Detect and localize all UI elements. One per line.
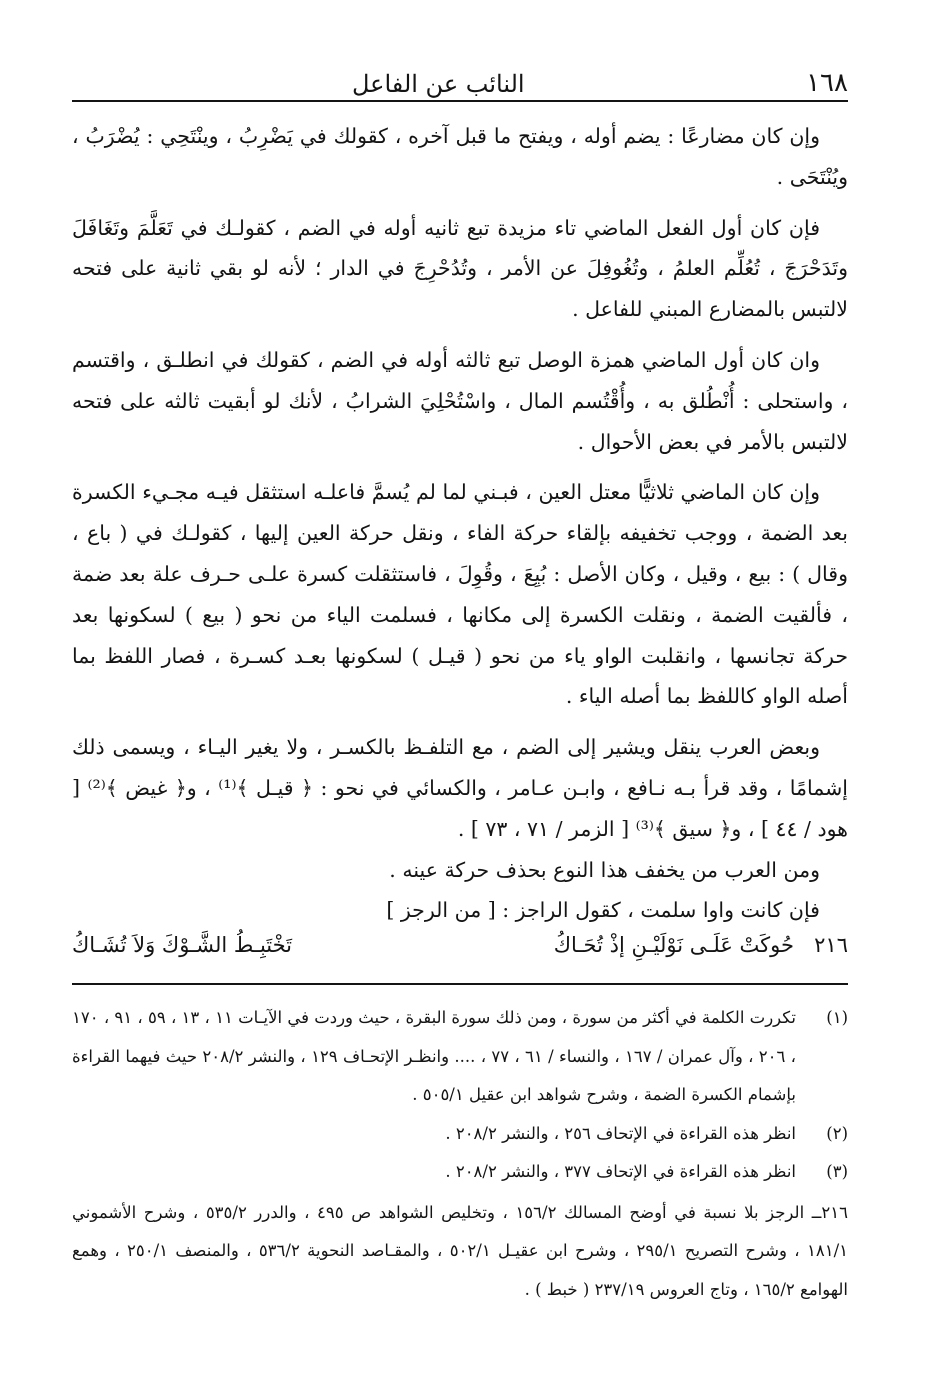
paragraph-6: ومن العرب من يخفف هذا النوع بحذف حركة عينه . [389,857,820,882]
footnote-number: (٣) [826,1162,848,1182]
verse-first-hemistich: حُوكَتْ عَلَـى نَوْلَيْـنِ إذْ تُحَـاكُ [553,933,794,958]
verse-number: ٢١٦ [814,933,848,958]
book-page [72,58,848,1309]
paragraph-1: وإن كان مضارعًا : يضم أوله ، ويفتح ما قبل آخره ، كقولك في يَضْرِبُ ، وينْتَحِي : يُضْرَبُ ، ويُنْتَحَى . [72,124,848,189]
source-note-text: ٢١٦ــ الرجز بلا نسبة في أوضح المسالك ١٥٦/٢ ، وتخليص الشواهد ص ٤٩٥ ، والدرر ٥٣٥/٢ ، وشرح الأشموني ١٨١/١ ، وشرح التصريح ٢٩٥/١ ، وشرح ابن عقيـل ٥٠٢/١ ، والمقـاصد النحوية ٥٣٦/٢ ، والمنصف ٢٥٠/١ ، وهمع الهوامع ١٦٥/٢ ، وتاج العروس ٢٣٧/١٩ ( خبط ) . [72,1202,848,1299]
verse-source-note [72,1194,848,1310]
paragraph-4: وإن كان الماضي ثلاثيًّا معتل العين ، فبـني لما لم يُسمَّ فاعلـه استثقل فيـه مجـيء الكسرة بعد الضمة ، ووجب تخفيفه بإلقاء حركة الفاء ، ونقل حركة العين إليها ، كقولـك في ( باع ، وقال ) : بيع ، وقيل ، وكان الأصل : بُيِعَ ، وقُوِلَ ، فاستثقلت كسرة علـى حـرف علة بعد ضمة ، فألقيت الضمة ، ونقلت الكسرة إلى مكانها ، فسلمت الياء من نحو ( بيع ) لسكونها بعد حركة تجانسها ، وانقلبت الواو ياء من نحو ( قيـل ) لسكونها بعـد كسـرة ، فصار اللفظ بما أصله الواو كاللفظ بما أصله الياء . [72,480,848,709]
footnote-text: انظر هذه القراءة في الإتحاف ٢٥٦ ، والنشر ٢٠٨/٢ . [445,1123,796,1143]
footnote-text: تكررت الكلمة في أكثر من سورة ، ومن ذلك سورة البقرة ، حيث وردت في الآيـات ١١ ، ١٣ ، ٥٩ ، ٩١ ، ١٧٠ ، ٢٠٦ ، وآل عمران / ١٦٧ ، والنساء / ٦١ ، ٧٧ ، .... وانظـر الإتحـاف ١٢٩ ، والنشر ٢٠٨/٢ حيث فيهما القراءة بإشمام الكسرة الضمة ، وشرح شواهد ابن عقيل ٥٠٥/١ . [72,1008,796,1105]
footnote-text: انظر هذه القراءة في الإتحاف ٣٧٧ ، والنشر ٢٠٨/٢ . [445,1162,796,1182]
footnote [72,999,848,1115]
paragraph-5: وبعض العرب ينقل ويشير إلى الضم ، مع التلفـظ بالكسـر ، ولا يغير اليـاء ، ويسمى ذلك إشمامًا ، وقد قرأ بـه نـافع ، وابـن عـامر ، والكسائي في نحو : ﴿ قيـل ﴾⁽¹⁾ ، و﴿ غيض ﴾⁽²⁾ [ هود / ٤٤ ] ، و﴿ سيق ﴾⁽³⁾ [ الزمر / ٧١ ، ٧٣ ] . [72,735,848,841]
verse-second-hemistich: تَخْتَبِـطُ الشَّـوْكَ وَلاَ تُشَـاكُ [72,933,293,958]
footnote-rule [72,983,848,985]
header-rule [72,100,848,102]
paragraph-7: فإن كانت واوا سلمت ، كقول الراجز : [ من الرجز ] [386,898,820,923]
footnotes [72,999,848,1309]
footnote [72,1115,848,1154]
main-text [72,116,848,931]
footnote [72,1153,848,1192]
page-header [72,58,848,98]
page-number: ١٦٨ [806,68,848,98]
paragraph-3: وان كان أول الماضي همزة الوصل تبع ثالثه أوله في الضم ، كقولك في انطلـق ، واقتسم ، واستحلى : أُنْطُلق به ، وأُقْتُسم المال ، واسْتُحْلِيَ الشرابُ ، لأنك لو أبقيت ثالثه على فتحه لالتبس بالأمر في بعض الأحوال . [72,347,848,454]
paragraph-2: فإن كان أول الفعل الماضي تاء مزيدة تبع ثانيه أوله في الضم ، كقولـك في تَعَلَّمَ وتَغَافَلَ وتَدَحْرَجَ ، تُعُلِّم العلمُ ، وتُغُوفِلَ عن الأمر ، وتُدُحْرِجَ في الدار ؛ لأنه لو بقي ثانية على فتحه لالتبس بالمضارع المبني للفاعل . [72,215,848,322]
running-title: النائب عن الفاعل [352,70,525,98]
footnote-number: (١) [826,1008,848,1028]
poetry-verse [72,933,848,969]
footnote-number: (٢) [826,1123,848,1143]
